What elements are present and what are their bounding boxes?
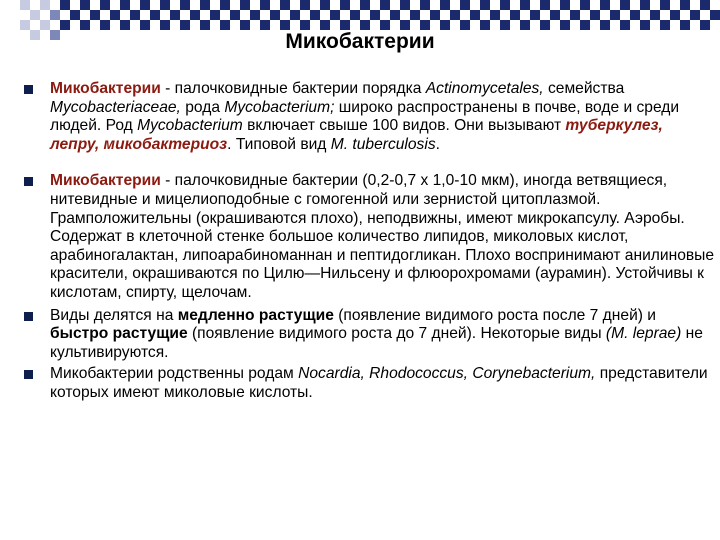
fast-growing: быстро растущие <box>50 325 188 343</box>
text: представители которых имеют миколовые кислоты. <box>50 365 708 401</box>
text: не культивируются. <box>50 325 703 361</box>
header-checker-cell <box>20 0 30 10</box>
text: включает свыше 100 видов. Они вызывают <box>242 117 566 135</box>
bullet-relatives <box>22 365 716 402</box>
family-name: Mycobacteriaceae, <box>50 98 181 116</box>
text: - палочковидные бактерии порядка <box>160 80 426 97</box>
slide-content <box>22 80 716 403</box>
diseases-list: туберкулез, лепру, микобактериоз <box>50 117 663 153</box>
text: широко распространены в почве, воде и среди людей. Род <box>50 98 680 135</box>
text: (появление видимого роста до 7 дней). Некоторые виды <box>187 325 606 343</box>
bullet-morphology <box>22 172 716 302</box>
genus-name-2: Mycobacterium <box>137 117 243 135</box>
header-checker-cell <box>20 20 30 30</box>
text: . Типовой вид <box>227 135 331 153</box>
related-genera: Nocardia, Rhodococcus, Corynebacterium, <box>298 365 596 383</box>
bullet-square-icon <box>24 177 33 186</box>
genus-name: Mycobacterium; <box>224 98 335 116</box>
header-checker-cell <box>40 20 50 30</box>
slow-growing: медленно растущие <box>177 306 334 324</box>
bullet-square-icon <box>24 370 33 379</box>
header-checker-cell <box>30 10 40 20</box>
slide-title: Микобактерии <box>285 30 435 53</box>
text: Виды делятся на <box>50 306 178 324</box>
order-name: Actinomycetales, <box>425 80 544 97</box>
text: семейства <box>543 80 625 97</box>
header-checker-cell <box>50 10 60 20</box>
header-checker-cell <box>40 0 50 10</box>
text: . <box>435 135 440 153</box>
text: рода <box>180 98 225 116</box>
text: Микобактерии родственны родам <box>50 365 299 383</box>
bullet-taxonomy <box>22 80 716 154</box>
bullet-square-icon <box>24 312 33 321</box>
text: (появление видимого роста после 7 дней) и <box>333 306 657 324</box>
text: - палочковидные бактерии (0,2-0,7 х 1,0-10 мкм), иногда ветвящиеся, нитевидные и мицелиоподобные с гомогенной или зернистой цитоплазмой. Грамположительны (окрашиваются плохо), неподвижны, имеют микрокапсулу. Аэробы. Содержат в клеточной стенке большое количество липидов, миколовых кислот, арабиногалактан, липоарабиноманнан и пептидогликан. Плохо воспринимают анилиновые красители, окрашиваются по Цилю—Нильсену и флюорохромами (аурамин). Устойчивы к кислотам, спирту, щелочам. <box>50 172 715 301</box>
leprae-species: (M. leprae) <box>605 325 682 343</box>
type-species: M. tuberculosis <box>330 135 436 153</box>
bullet-growth <box>22 307 716 363</box>
bullet-square-icon <box>24 85 33 94</box>
header-band <box>60 0 720 30</box>
term-mycobacteria: Микобактерии <box>50 172 161 190</box>
term-mycobacteria: Микобактерии <box>50 80 161 97</box>
